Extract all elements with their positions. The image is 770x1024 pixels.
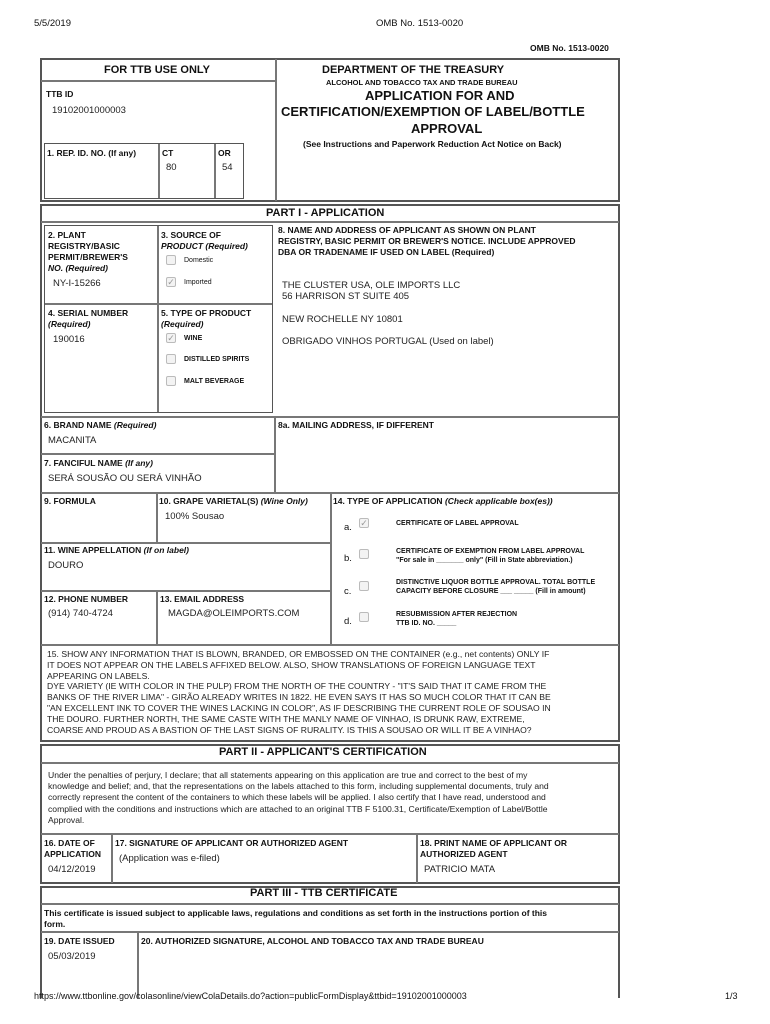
left-type-divider <box>330 492 332 644</box>
phone-value: (914) 740-4724 <box>48 608 113 619</box>
mailing-address-label: 8a. MAILING ADDRESS, IF DIFFERENT <box>278 420 435 430</box>
option-c-letter: c. <box>344 586 352 597</box>
brand-name-label: 6. BRAND NAME (Required) <box>44 420 157 430</box>
part2-title: PART II - APPLICANT'S CERTIFICATION <box>219 746 427 758</box>
ct-value: 80 <box>166 162 177 173</box>
container-info-line: DYE VARIETY (IE WITH COLOR IN THE PULP) FROM THE NORTH OF THE COUNTRY - "IT'S SAID THAT IT CAME FROM THE <box>47 681 547 692</box>
part3-text-1: This certificate is issued subject to applicable laws, regulations and conditions as set forth in the instructions portion of this <box>44 908 547 918</box>
email-label: 13. EMAIL ADDRESS <box>160 594 245 604</box>
part2-title-underline <box>41 762 619 764</box>
instructions-note: (See Instructions and Paperwork Reduction Act Notice on Back) <box>303 139 562 149</box>
ct-label: CT <box>162 148 174 158</box>
brand-name-value: MACANITA <box>48 435 97 446</box>
applicant-street: 56 HARRISON ST SUITE 405 <box>282 291 410 302</box>
rep-id-label: 1. REP. ID. NO. (If any) <box>47 148 137 158</box>
applicant-city: NEW ROCHELLE NY 10801 <box>282 314 403 325</box>
ttb-id-value: 19102001000003 <box>52 105 126 116</box>
wine-checkbox[interactable]: ✓ <box>167 333 175 343</box>
domestic-checkbox[interactable] <box>166 255 176 265</box>
fanciful-name-label: 7. FANCIFUL NAME (If any) <box>44 458 153 468</box>
appellation-top-line <box>41 542 330 544</box>
option-d-letter: d. <box>344 616 352 627</box>
or-label: OR <box>218 148 231 158</box>
applicant-name: THE CLUSTER USA, OLE IMPORTS LLC <box>282 280 461 291</box>
source-label-1: 3. SOURCE OF <box>161 230 221 240</box>
fanciful-top-line <box>41 453 274 455</box>
exemption-label-2: "For sale in _______ only" (Fill in State abbreviation.) <box>396 557 573 564</box>
omb-number-right: OMB No. 1513-0020 <box>530 43 609 53</box>
application-date-label-2: APPLICATION <box>44 849 101 859</box>
brand-row-top-line <box>41 416 619 418</box>
resubmission-checkbox[interactable] <box>359 612 369 622</box>
option-a-letter: a. <box>344 522 352 533</box>
print-name-label-2: AUTHORIZED AGENT <box>420 849 508 859</box>
name-address-label-3: DBA OR TRADENAME IF USED ON LABEL (Required) <box>278 247 495 257</box>
distinctive-bottle-label-2: CAPACITY BEFORE CLOSURE ___ _____ (Fill in amount) <box>396 588 586 595</box>
part3-title-underline <box>41 903 619 905</box>
formula-grape-divider <box>156 492 158 542</box>
brand-mailing-divider <box>274 416 276 492</box>
exemption-checkbox[interactable] <box>359 549 369 559</box>
plant-label-1: 2. PLANT <box>48 230 86 240</box>
serial-label-1: 4. SERIAL NUMBER <box>48 308 129 318</box>
distilled-spirits-label: DISTILLED SPIRITS <box>184 356 250 363</box>
certification-line: complied with the conditions and instructions which are attached to an original TTB F 5100.31, Certificate/Exemption of Label/Bottle <box>48 803 548 814</box>
resubmission-label-2: TTB ID. NO. _____ <box>396 620 457 627</box>
wine-label: WINE <box>184 335 203 342</box>
or-value: 54 <box>222 162 233 173</box>
plant-label-2: REGISTRY/BASIC <box>48 241 120 251</box>
container-info-line: "AN EXCELLENT INK TO COVER THE WINES LACKING IN COLOR", AS IF DESCRIBING THE CURRENT ROLE OF SOUSAO IN <box>47 702 551 713</box>
domestic-label: Domestic <box>184 257 214 264</box>
top-section-divider <box>275 59 277 201</box>
omb-number-top: OMB No. 1513-0020 <box>376 18 464 29</box>
phone-label: 12. PHONE NUMBER <box>44 594 129 604</box>
application-date-label-1: 16. DATE OF <box>44 838 95 848</box>
source-label-2: PRODUCT (Required) <box>161 241 248 251</box>
plant-source-vdivider <box>157 226 159 412</box>
ttb-use-title: FOR TTB USE ONLY <box>104 64 210 76</box>
department-line1: DEPARTMENT OF THE TREASURY <box>322 64 505 76</box>
container-info-line: COARSE AND PROUD AS A BASTION OF THE LAST SIGNS OF RURALITY. IS THIS A SOUSAO OR WILL IT BE A VINHAO? <box>47 724 532 735</box>
part1-title: PART I - APPLICATION <box>266 207 385 219</box>
grape-varietal-label: 10. GRAPE VARIETAL(S) (Wine Only) <box>159 496 308 506</box>
date-sig-divider <box>111 833 113 883</box>
page-number: 1/3 <box>725 991 738 1001</box>
distilled-spirits-checkbox[interactable] <box>166 354 176 364</box>
info-top-line <box>41 644 619 646</box>
footer-url[interactable]: https://www.ttbonline.gov/colasonline/viewColaDetails.do?action=publicFormDisplay&ttbid=19102001000003 <box>34 991 467 1001</box>
part3-fields-top-line <box>41 931 619 933</box>
malt-beverage-checkbox[interactable] <box>166 376 176 386</box>
part3-title: PART III - TTB CERTIFICATE <box>250 887 398 899</box>
name-address-label-1: 8. NAME AND ADDRESS OF APPLICANT AS SHOWN ON PLANT <box>278 225 536 235</box>
serial-label-2: (Required) <box>48 319 91 329</box>
rep-id-divider-2 <box>214 144 216 198</box>
type-label-1: 5. TYPE OF PRODUCT <box>161 308 252 318</box>
certification-line: Under the penalties of perjury, I declare; that all statements appearing on this application are true and correct to the best of my <box>48 770 528 780</box>
application-title-1: APPLICATION FOR AND <box>365 88 515 103</box>
department-line2: ALCOHOL AND TOBACCO TAX AND TRADE BUREAU <box>326 78 518 87</box>
label-approval-label: CERTIFICATE OF LABEL APPROVAL <box>396 520 519 527</box>
imported-label: Imported <box>184 279 212 286</box>
certification-line: Approval. <box>48 814 85 825</box>
fanciful-name-value: SERÁ SOUSÃO OU SERÁ VINHÃO <box>48 473 202 484</box>
application-title-3: APPROVAL <box>411 121 483 136</box>
email-value: MAGDA@OLEIMPORTS.COM <box>168 608 300 619</box>
malt-beverage-label: MALT BEVERAGE <box>184 378 245 385</box>
plant-value: NY-I-15266 <box>53 278 101 289</box>
grape-varietal-value: 100% Sousao <box>165 511 225 522</box>
appellation-label: 11. WINE APPELLATION (If on label) <box>44 545 189 555</box>
container-info-line: IT DOES NOT APPEAR ON THE LABELS AFFIXED BELOW. ALSO, SHOW TRANSLATIONS OF FOREIGN LANGUAGE TEXT <box>47 659 536 670</box>
container-info-line: 15. SHOW ANY INFORMATION THAT IS BLOWN, BRANDED, OR EMBOSSED ON THE CONTAINER (e.g., net contents) ONLY IF <box>47 649 550 659</box>
container-info-block <box>47 649 551 735</box>
print-name-label-1: 18. PRINT NAME OF APPLICANT OR <box>420 838 568 848</box>
application-type-label: 14. TYPE OF APPLICATION (Check applicable box(es)) <box>333 496 553 506</box>
distinctive-bottle-label-1: DISTINCTIVE LIQUOR BOTTLE APPROVAL. TOTAL BOTTLE <box>396 579 596 586</box>
issued-sig-divider <box>137 931 139 998</box>
application-title-2: CERTIFICATION/EXEMPTION OF LABEL/BOTTLE <box>281 104 585 119</box>
date-issued-value: 05/03/2019 <box>48 951 96 962</box>
application-date-value: 04/12/2019 <box>48 864 96 875</box>
date-issued-label: 19. DATE ISSUED <box>44 936 115 946</box>
certification-line: correctly represent the content of the containers to which these labels will be applied. I also certify that I have read, understood and <box>48 792 546 803</box>
part1-title-underline <box>41 221 619 223</box>
container-info-line: BANKS OF THE RIVER LIMA" - GIRÃO ALREADY WRITES IN 1822. HE EVEN SAYS IT HAS SO MUCH COLOR THAT IT CAN BE <box>47 692 551 703</box>
part3-text-2: form. <box>44 919 66 929</box>
certification-text <box>48 770 549 826</box>
type-label-2: (Required) <box>161 319 204 329</box>
print-name-value: PATRICIO MATA <box>424 864 496 875</box>
plant-label-4: NO. (Required) <box>48 263 108 273</box>
signature-value: (Application was e-filed) <box>119 853 220 864</box>
label-approval-checkbox[interactable]: ✓ <box>360 518 368 528</box>
container-info-line: THE DOURO. FURTHER NORTH, THE SAME CASTE WITH THE MANLY NAME OF VINHAO, IS DRUNK RAW, EXTREME, <box>47 713 525 724</box>
part2-fields-top-line <box>41 833 619 835</box>
ttb-id-label: TTB ID <box>46 89 74 99</box>
authorized-signature-label: 20. AUTHORIZED SIGNATURE, ALCOHOL AND TOBACCO TAX AND TRADE BUREAU <box>141 936 484 946</box>
imported-checkbox[interactable]: ✓ <box>167 277 175 287</box>
distinctive-bottle-checkbox[interactable] <box>359 581 369 591</box>
plant-source-hdivider <box>45 303 272 305</box>
applicant-dba: OBRIGADO VINHOS PORTUGAL (Used on label) <box>282 336 494 347</box>
exemption-label-1: CERTIFICATE OF EXEMPTION FROM LABEL APPROVAL <box>396 548 585 555</box>
appellation-value: DOURO <box>48 560 84 571</box>
serial-value: 190016 <box>53 334 85 345</box>
sig-print-divider <box>416 833 418 883</box>
plant-label-3: PERMIT/BREWER'S <box>48 252 128 262</box>
phone-top-line <box>41 590 330 592</box>
print-date: 5/5/2019 <box>34 18 71 29</box>
container-info-line: APPEARING ON LABELS. <box>47 670 150 681</box>
signature-label: 17. SIGNATURE OF APPLICANT OR AUTHORIZED AGENT <box>115 838 349 848</box>
resubmission-label-1: RESUBMISSION AFTER REJECTION <box>396 611 518 618</box>
formula-label: 9. FORMULA <box>44 496 96 506</box>
certification-line: knowledge and belief; and, that the representations on the labels attached to this form, including supplemental documents, truly and <box>48 781 549 792</box>
phone-email-divider <box>156 590 158 644</box>
option-b-letter: b. <box>344 553 352 564</box>
name-address-label-2: REGISTRY, BASIC PERMIT OR BREWER'S NOTICE. INCLUDE APPROVED <box>278 236 576 246</box>
ttb-use-underline <box>41 80 275 82</box>
rep-id-divider-1 <box>158 144 160 198</box>
